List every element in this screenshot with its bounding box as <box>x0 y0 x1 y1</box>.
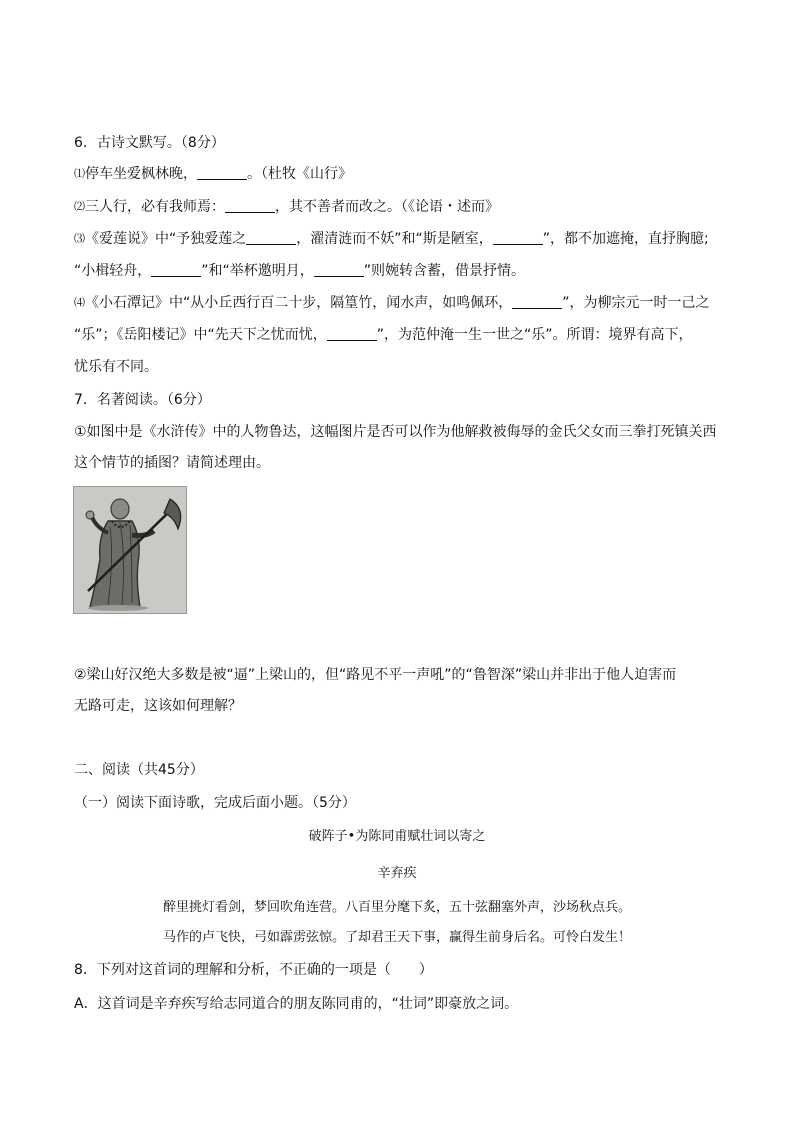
item-text: ”则婉转含蓄，借景抒情。 <box>363 263 526 279</box>
q6-item-3 <box>74 231 709 247</box>
answer-blank[interactable] <box>197 167 247 180</box>
answer-blank[interactable] <box>512 296 562 309</box>
lu-zhishen-illustration-icon <box>73 486 187 614</box>
q6-title: 6．古诗文默写。（8分） <box>74 135 225 151</box>
item-text: ，濯清涟而不妖”和“斯是陋室， <box>296 231 493 247</box>
answer-blank[interactable] <box>151 264 201 277</box>
item-text: ”和“举杯邀明月， <box>201 263 314 279</box>
q7-title: 7．名著阅读。（6分） <box>74 392 211 408</box>
answer-blank[interactable] <box>314 264 364 277</box>
illustration-drawing <box>74 487 187 614</box>
item-text: ，其不善者而改之。（《论语・述而》 <box>275 199 499 215</box>
item-number: ⑴ <box>74 167 85 180</box>
q6-item-1 <box>74 166 352 182</box>
q6-item-4-cont <box>74 327 693 343</box>
q7-part1-line1: ①如图中是《水浒传》中的人物鲁达，这幅图片是否可以作为他解救被侮辱的金氏父女而三拳打死镇关西 <box>74 424 717 440</box>
item-text: 《小石潭记》中“从小丘西行百二十步，隔篁竹，闻水声，如鸣佩环， <box>85 295 513 311</box>
answer-blank[interactable] <box>493 232 543 245</box>
poem-line-2: 马作的卢飞快，弓如霹雳弦惊。了却君王天下事，赢得生前身后名。可怜白发生！ <box>162 930 631 945</box>
answer-blank[interactable] <box>246 232 296 245</box>
section-2-sub1: （一）阅读下面诗歌，完成后面小题。（5分） <box>74 795 356 811</box>
q8-option-a[interactable]: A．这首词是辛弃疾写给志同道合的朋友陈同甫的，“壮词”即豪放之词。 <box>74 996 519 1012</box>
item-text: ”，都不加遮掩，直抒胸臆; <box>542 231 709 247</box>
item-text: ”，为范仲淹一生一世之“乐”。所谓：境界有高下， <box>376 327 693 343</box>
item-number: ⑷ <box>74 296 85 309</box>
q8-title: 8．下列对这首词的理解和分析，不正确的一项是（ ） <box>74 962 433 978</box>
poem-title: 破阵子•为陈同甫赋壮词以寄之 <box>308 829 486 844</box>
poem-author: 辛弃疾 <box>377 866 417 881</box>
item-text: 《爱莲说》中“予独爱莲之 <box>85 231 247 247</box>
q7-part1-line2: 这个情节的插图？请简述理由。 <box>74 455 270 471</box>
q6-item-2 <box>74 199 499 215</box>
item-text: “小楫轻舟， <box>74 263 152 279</box>
item-number: ⑶ <box>74 232 85 245</box>
q7-part2-line1: ②梁山好汉绝大多数是被“逼”上梁山的，但“路见不平一声吼”的“鲁智深”梁山并非出于他人迫害而 <box>74 667 677 683</box>
item-text: “乐”；《岳阳楼记》中“先天下之忧而忧， <box>74 327 327 343</box>
q6-item-4-end: 忧乐有不同。 <box>74 359 158 375</box>
q7-part2-line2: 无路可走，这该如何理解？ <box>74 698 242 714</box>
item-number: ⑵ <box>74 200 85 213</box>
item-text: 。（杜牧《山行》 <box>247 166 352 182</box>
item-text: 停车坐爱枫林晚， <box>85 166 197 182</box>
answer-blank[interactable] <box>225 200 275 213</box>
item-text: 三人行，必有我师焉： <box>85 199 225 215</box>
section-2-title: 二、阅读（共45分） <box>74 762 204 778</box>
poem-line-1: 醉里挑灯看剑，梦回吹角连营。八百里分麾下炙，五十弦翻塞外声，沙场秋点兵。 <box>162 900 631 915</box>
q6-item-3-cont <box>74 263 525 279</box>
q6-item-4 <box>74 295 710 311</box>
answer-blank[interactable] <box>327 328 377 341</box>
item-text: ”，为柳宗元一时一己之 <box>562 295 710 311</box>
